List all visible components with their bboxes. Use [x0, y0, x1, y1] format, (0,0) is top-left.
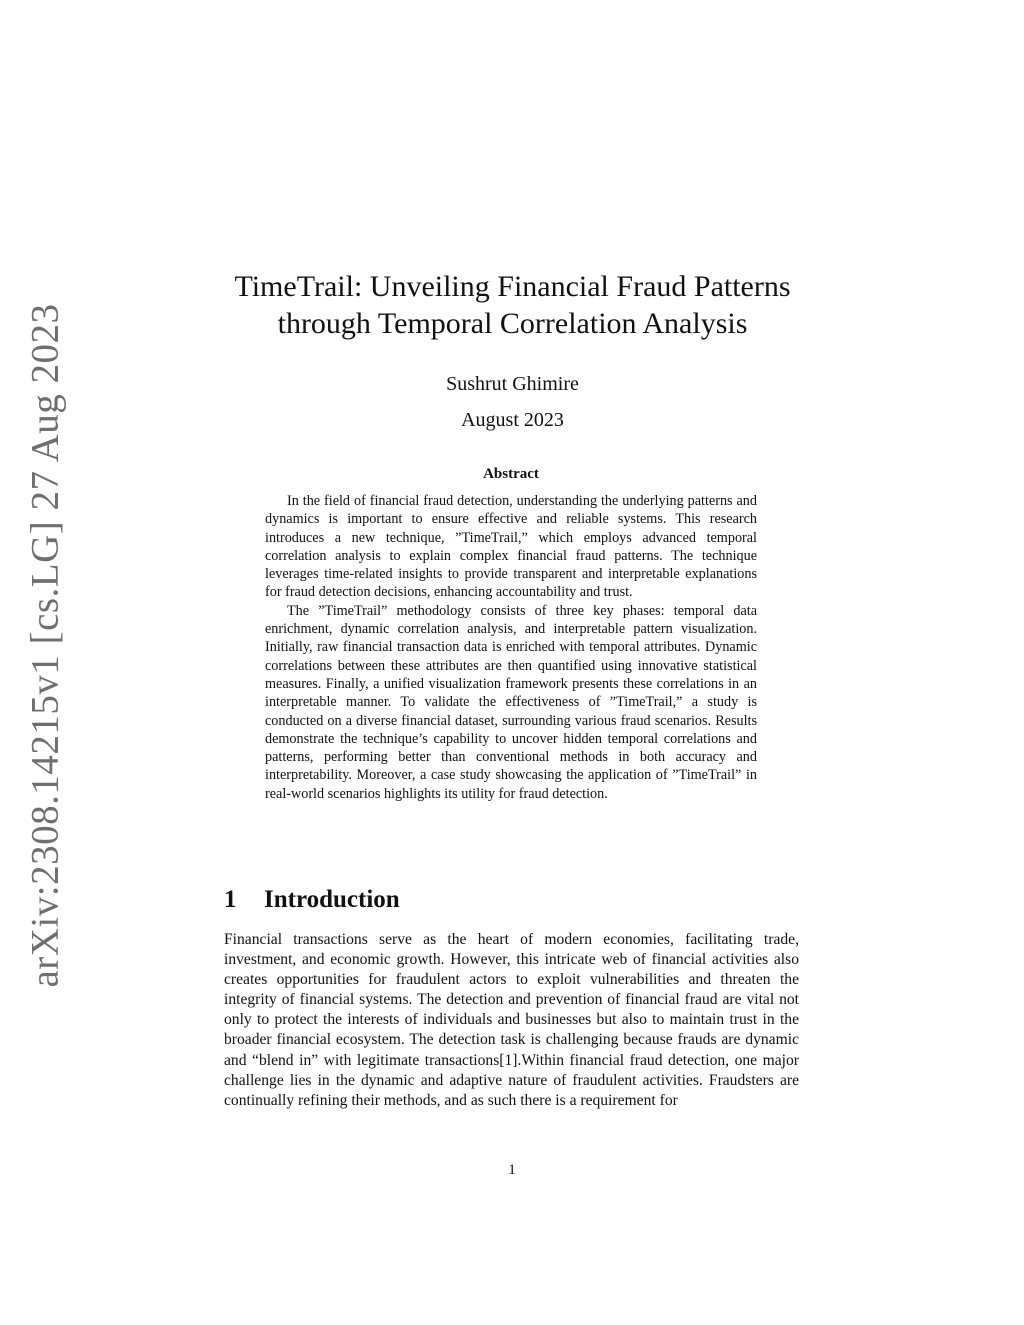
paper-title-line-1: TimeTrail: Unveiling Financial Fraud Patterns — [234, 270, 791, 303]
section-number: 1 — [224, 886, 237, 913]
introduction-paragraph: Financial transactions serve as the heart of modern economies, facilitating trade, investment, and economic growth. However, this intricate web of financial activities also creates opportunities for fraudulent actors to exploit vulnerabilities and threaten the integrity of financial systems. The detection and prevention of financial fraud are vital not only to protect the interests of individuals and businesses but also to maintain trust in the broader financial ecosystem. The detection task is challenging because frauds are dynamic and “blend in” with legitimate transactions[1].Within financial fraud detection, one major challenge lies in the dynamic and adaptive nature of fraudulent activities. Fraudsters are continually refining their methods, and as such there is a requirement for — [224, 931, 799, 1109]
section-heading-introduction — [224, 884, 400, 916]
paper-title-line-2: through Temporal Correlation Analysis — [277, 307, 748, 340]
author-name: Sushrut Ghimire — [446, 373, 579, 395]
title-block — [225, 268, 800, 432]
abstract-paragraph-1: In the field of financial fraud detection, understanding the underlying patterns and dynamics is important to ensure effective and reliable systems. This research introduces a new technique, ”TimeTrail,” which employs advanced temporal correlation analysis to explain complex financial fraud patterns. The technique leverages time-related insights to provide transparent and interpretable explanations for fraud detection decisions, enhancing accountability and trust. — [265, 493, 757, 601]
arxiv-identifier-text: arXiv:2308.14215v1 [cs.LG] 27 Aug 2023 — [23, 302, 67, 988]
paper-title — [225, 268, 800, 342]
abstract-paragraph-2: The ”TimeTrail” methodology consists of three key phases: temporal data enrichment, dynamic correlation analysis, and interpretable pattern visualization. Initially, raw financial transaction data is enriched with temporal attributes. Dynamic correlations between these attributes are then quantified using innovative statistical measures. Finally, a unified visualization framework presents these correlations in an interpretable manner. To validate the effectiveness of ”TimeTrail,” a study is conducted on a diverse financial dataset, surrounding various fraud scenarios. Results demonstrate the technique’s capability to uncover hidden temporal correlations and patterns, performing better than conventional methods in both accuracy and interpretability. Moreover, a case study showcasing the application of ”TimeTrail” in real-world scenarios highlights its utility for fraud detection. — [265, 602, 757, 802]
publication-date: August 2023 — [461, 409, 564, 431]
abstract-section — [265, 464, 757, 803]
page-number: 1 — [508, 1162, 516, 1178]
arxiv-identifier-stamp — [16, 302, 74, 988]
section-title: Introduction — [264, 886, 400, 913]
abstract-heading: Abstract — [483, 466, 539, 482]
